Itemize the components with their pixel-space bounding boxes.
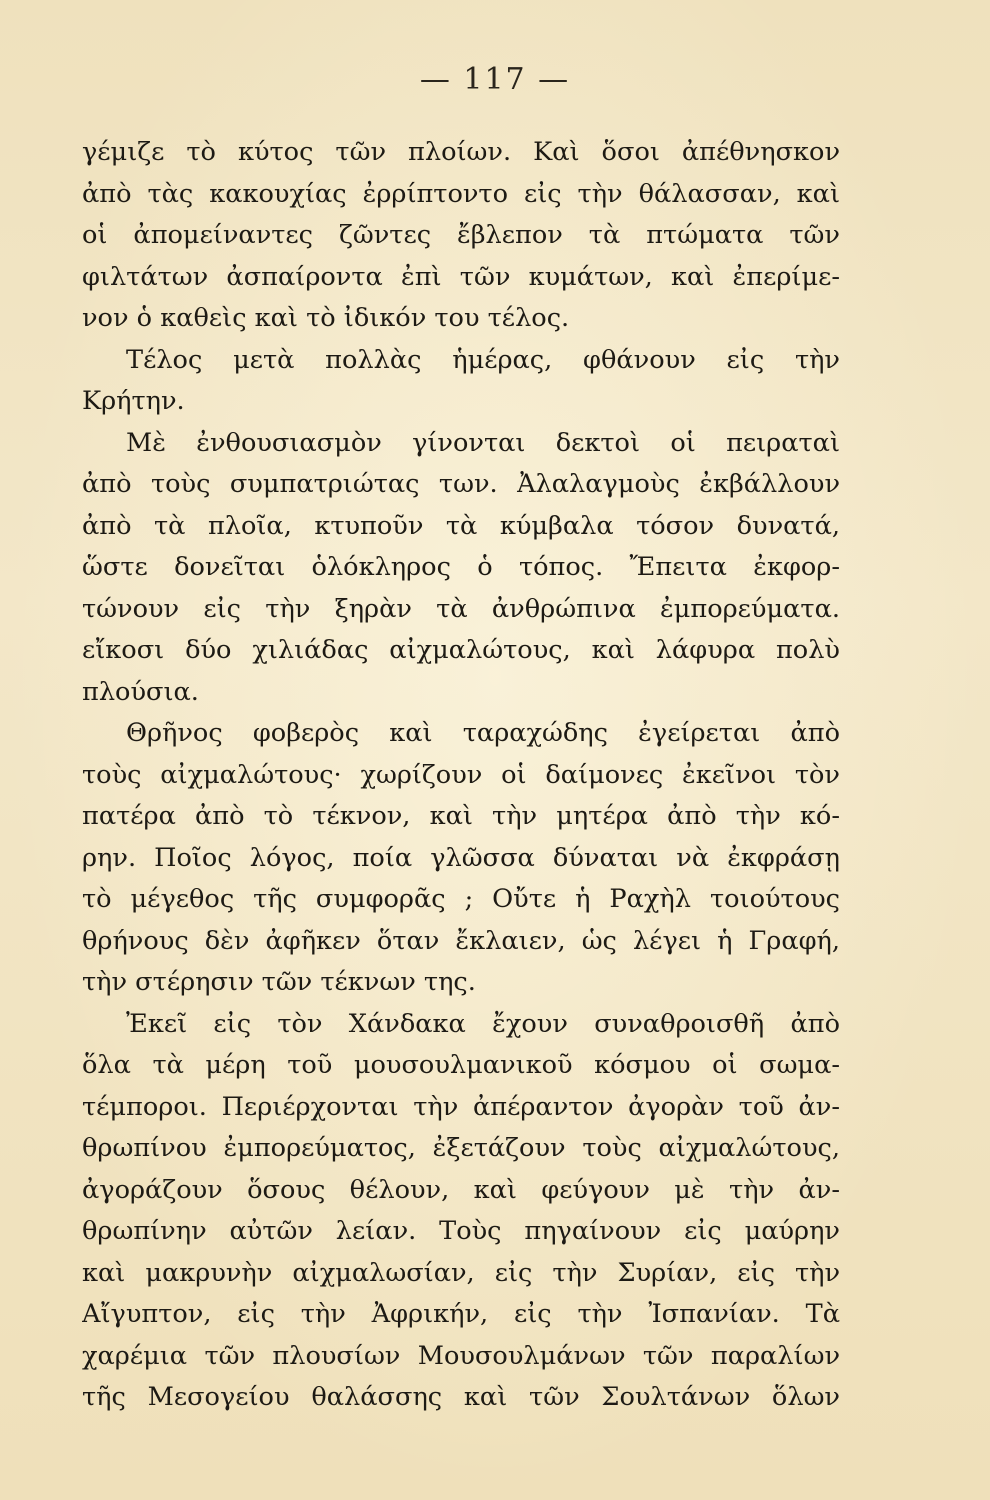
text-line: Θρῆνος φοβερὸς καὶ ταραχώδης ἐγείρεται ἀπὸ bbox=[126, 718, 840, 748]
paragraph bbox=[82, 340, 840, 423]
body-text bbox=[82, 132, 840, 1419]
text-line: Αἴγυπτον, εἰς τὴν Ἀφρικήν, εἰς τὴν Ἰσπανίαν. Τὰ bbox=[82, 1299, 840, 1329]
text-line: θρωπίνην αὐτῶν λείαν. Τοὺς πηγαίνουν εἰς μαύρην bbox=[82, 1216, 840, 1246]
page-number: — 117 — bbox=[419, 62, 571, 97]
text-line: νον ὁ καθεὶς καὶ τὸ ἰδικόν του τέλος. bbox=[82, 303, 570, 333]
text-line: τοὺς αἰχμαλώτους· χωρίζουν οἱ δαίμονες ἐκεῖνοι τὸν bbox=[82, 759, 840, 790]
paragraph bbox=[82, 713, 840, 1004]
text-line: ὥστε δονεῖται ὁλόκληρος ὁ τόπος. Ἔπειτα ἐκφορ- bbox=[82, 552, 840, 582]
text-line: τώνουν εἰς τὴν ξηρὰν τὰ ἀνθρώπινα ἐμπορεύματα. bbox=[82, 593, 840, 624]
paragraph bbox=[82, 1004, 840, 1419]
text-line: ἀπὸ τὰς κακουχίας ἐρρίπτοντο εἰς τὴν θάλασσαν, καὶ bbox=[82, 178, 840, 209]
text-line: ὅλα τὰ μέρη τοῦ μουσουλμανικοῦ κόσμου οἱ σωμα- bbox=[82, 1050, 840, 1080]
text-line: γέμιζε τὸ κύτος τῶν πλοίων. Καὶ ὅσοι ἀπέθνησκον bbox=[82, 137, 840, 167]
paragraph bbox=[82, 423, 840, 714]
text-line: θρωπίνου ἐμπορεύματος, ἐξετάζουν τοὺς αἰχμαλώτους, bbox=[82, 1133, 840, 1163]
text-line: Κρήτην. bbox=[82, 386, 185, 416]
text-line: εἴκοσι δύο χιλιάδας αἰχμαλώτους, καὶ λάφυρα πολὺ bbox=[82, 635, 840, 665]
text-line: πλούσια. bbox=[82, 676, 199, 707]
text-line: οἱ ἀπομείναντες ζῶντες ἔβλεπον τὰ πτώματα τῶν bbox=[82, 220, 840, 250]
text-line: τῆς Μεσογείου θαλάσσης καὶ τῶν Σουλτάνων ὅλων bbox=[82, 1382, 840, 1412]
text-line: καὶ μακρυνὴν αἰχμαλωσίαν, εἰς τὴν Συρίαν, εἰς τὴν bbox=[82, 1257, 840, 1288]
text-line: ἀγοράζουν ὅσους θέλουν, καὶ φεύγουν μὲ τὴν ἀν- bbox=[82, 1174, 840, 1205]
text-line: Ἐκεῖ εἰς τὸν Χάνδακα ἔχουν συναθροισθῆ ἀπὸ bbox=[126, 1008, 840, 1039]
text-line: Μὲ ἐνθουσιασμὸν γίνονται δεκτοὶ οἱ πειραταὶ bbox=[126, 427, 840, 458]
text-line: ἀπὸ τοὺς συμπατριώτας των. Ἀλαλαγμοὺς ἐκβάλλουν bbox=[82, 469, 840, 499]
text-line: χαρέμια τῶν πλουσίων Μουσουλμάνων τῶν παραλίων bbox=[82, 1340, 840, 1371]
text-line: τέμποροι. Περιέρχονται τὴν ἀπέραντον ἀγορὰν τοῦ ἀν- bbox=[82, 1091, 840, 1122]
paragraph bbox=[82, 132, 840, 340]
text-line: τὸ μέγεθος τῆς συμφορᾶς ; Οὔτε ἡ Ραχὴλ τοιούτους bbox=[82, 884, 840, 914]
text-line: τὴν στέρησιν τῶν τέκνων της. bbox=[82, 967, 476, 997]
text-line: ἀπὸ τὰ πλοῖα, κτυποῦν τὰ κύμβαλα τόσον δυνατά, bbox=[82, 510, 840, 541]
text-line: ρην. Ποῖος λόγος, ποία γλῶσσα δύναται νὰ ἐκφράσῃ bbox=[82, 842, 840, 873]
text-line: πατέρα ἀπὸ τὸ τέκνον, καὶ τὴν μητέρα ἀπὸ τὴν κό- bbox=[82, 801, 840, 831]
text-line: θρήνους δὲν ἀφῆκεν ὅταν ἔκλαιεν, ὡς λέγει ἡ Γραφή, bbox=[82, 925, 840, 956]
text-line: Τέλος μετὰ πολλὰς ἡμέρας, φθάνουν εἰς τὴν bbox=[126, 344, 840, 375]
text-line: φιλτάτων ἀσπαίροντα ἐπὶ τῶν κυμάτων, καὶ ἐπερίμε- bbox=[82, 261, 840, 292]
